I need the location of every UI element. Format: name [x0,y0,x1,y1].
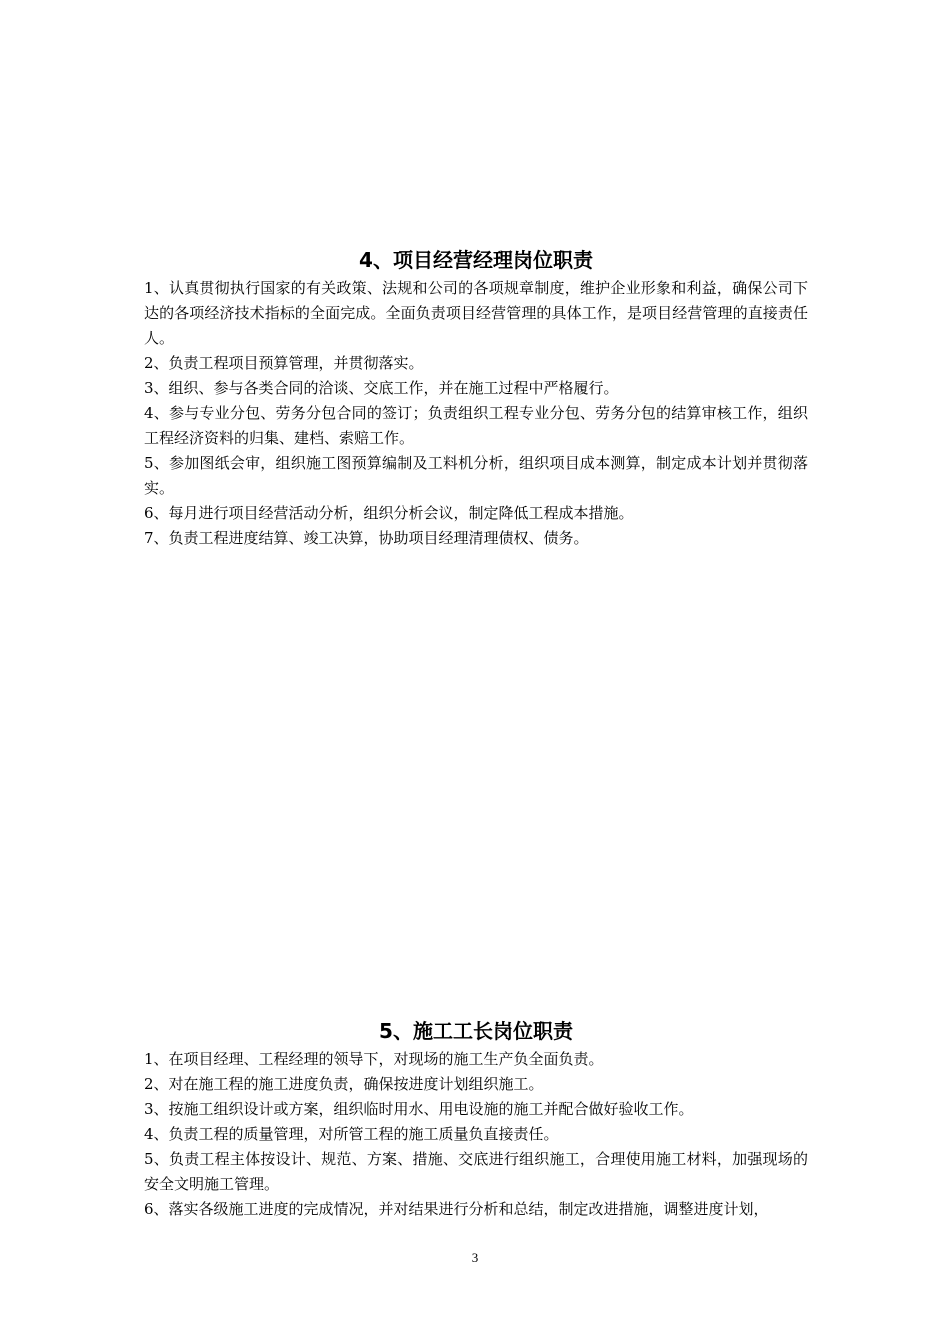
duty-item: 2、对在施工程的施工进度负责，确保按进度计划组织施工。 [144,1075,544,1093]
section-project-business-manager [144,245,808,551]
page-number: 3 [471,1250,479,1265]
duty-item: 4、负责工程的质量管理，对所管工程的施工质量负直接责任。 [144,1125,559,1143]
duty-item: 1、认真贯彻执行国家的有关政策、法规和公司的各项规章制度，维护企业形象和利益，确保公司下达的各项经济技术指标的全面完成。全面负责项目经营管理的具体工作，是项目经营管理的直接责任人。 [144,279,808,347]
duty-item: 5、负责工程主体按设计、规范、方案、措施、交底进行组织施工，合理使用施工材料，加强现场的安全文明施工管理。 [144,1150,808,1193]
duty-item: 4、参与专业分包、劳务分包合同的签订；负责组织工程专业分包、劳务分包的结算审核工作，组织工程经济资料的归集、建档、索赔工作。 [144,404,808,447]
section-construction-foreman [144,1016,808,1222]
duty-item: 5、参加图纸会审，组织施工图预算编制及工料机分析，组织项目成本测算，制定成本计划并贯彻落实。 [144,454,808,497]
section-title: 4、项目经营经理岗位职责 [359,248,593,272]
duty-item: 2、负责工程项目预算管理，并贯彻落实。 [144,354,424,372]
duty-item: 3、组织、参与各类合同的洽谈、交底工作，并在施工过程中严格履行。 [144,379,619,397]
duty-item: 6、落实各级施工进度的完成情况，并对结果进行分析和总结，制定改进措施，调整进度计划， [144,1200,769,1218]
duty-item: 7、负责工程进度结算、竣工决算，协助项目经理清理债权、债务。 [144,529,589,547]
duty-item: 3、按施工组织设计或方案，组织临时用水、用电设施的施工并配合做好验收工作。 [144,1100,694,1118]
duty-item: 6、每月进行项目经营活动分析，组织分析会议，制定降低工程成本措施。 [144,504,634,522]
duty-item: 1、在项目经理、工程经理的领导下，对现场的施工生产负全面负责。 [144,1050,604,1068]
section-title: 5、施工工长岗位职责 [379,1019,573,1043]
